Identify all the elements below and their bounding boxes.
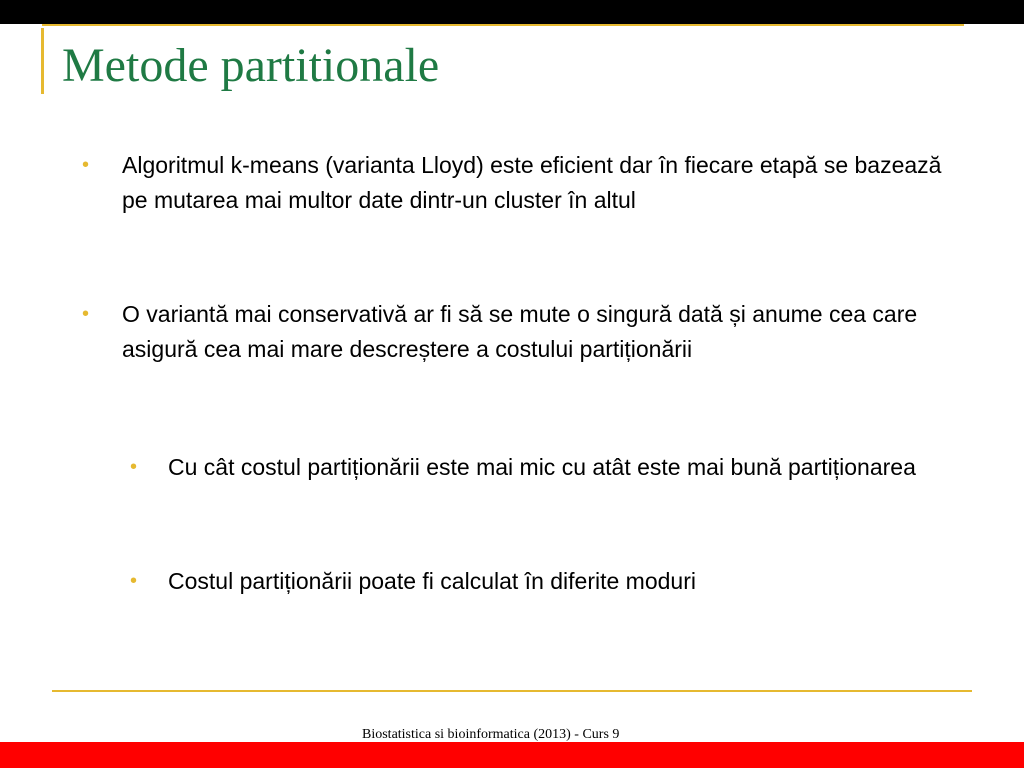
bullet-text: Algoritmul k-means (varianta Lloyd) este eficient dar în fiecare etapă se bazează pe mutarea mai multor date dintr-un cluster în altul	[122, 152, 942, 213]
top-black-bar	[0, 0, 1024, 24]
bullet-icon: •	[130, 570, 138, 592]
footer-text: Biostatistica si bioinformatica (2013) - Curs 9	[362, 727, 620, 742]
bottom-gold-rule	[52, 690, 972, 692]
bullet-item	[82, 148, 942, 218]
sub-bullet-text: Costul partiționării poate fi calculat în diferite moduri	[168, 568, 696, 594]
bullet-icon: •	[82, 303, 90, 325]
title-accent-bar	[41, 28, 44, 94]
bullet-text: O variantă mai conservativă ar fi să se mute o singură dată și anume cea care asigură cea mai mare descreștere a costului partiționării	[122, 301, 918, 362]
sub-bullet-item	[130, 564, 948, 599]
sub-bullet-item	[130, 450, 948, 485]
slide-title: Metode partitionale	[62, 39, 440, 92]
bullet-icon: •	[82, 154, 90, 176]
bullet-item	[82, 297, 942, 367]
bullet-icon: •	[130, 456, 138, 478]
top-gold-rule	[42, 24, 964, 26]
sub-bullet-text: Cu cât costul partiționării este mai mic cu atât este mai bună partiționarea	[168, 454, 916, 480]
bottom-red-bar	[0, 742, 1024, 768]
